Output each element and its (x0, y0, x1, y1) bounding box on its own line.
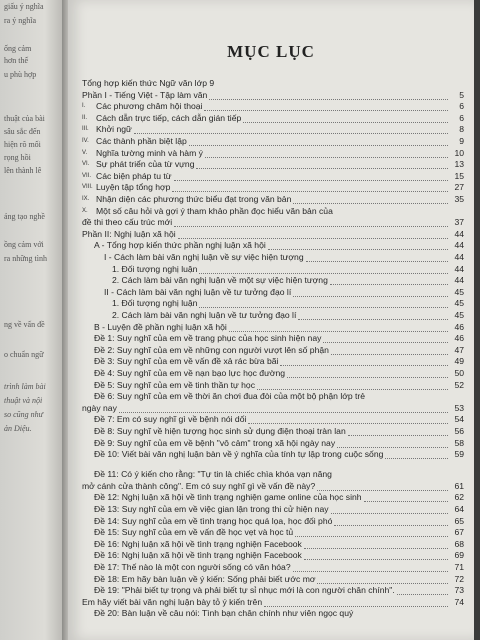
toc-entry-page: 71 (454, 562, 464, 572)
toc-entry-page: 69 (454, 550, 464, 561)
toc-entry[interactable] (82, 217, 464, 229)
toc-leader-dots (331, 513, 448, 514)
toc-leader-dots (199, 273, 448, 274)
toc-leader-dots (348, 435, 448, 436)
toc-entry-page: 44 (454, 275, 464, 286)
toc-entry-page: 44 (454, 240, 464, 251)
left-page-text: lên thành lê (4, 166, 42, 175)
toc-leader-dots (331, 354, 448, 355)
toc-entry-page: 45 (454, 310, 464, 320)
toc-leader-dots (385, 458, 448, 459)
left-page-text: ng về vấn đề (4, 320, 45, 329)
toc-entry[interactable] (82, 356, 464, 368)
left-page-text: so cũng như (4, 410, 44, 419)
toc-leader-dots (304, 548, 448, 549)
toc-leader-dots (317, 583, 448, 584)
toc-entry-page: 27 (454, 182, 464, 193)
toc-leader-dots (287, 377, 448, 378)
toc-entry-page: 64 (454, 504, 464, 514)
left-page-text: trình làm bài (4, 382, 46, 391)
left-page-text: thuật và nội (4, 396, 43, 405)
toc-entry-number: III. (82, 126, 89, 133)
left-page-text: hiện rõ mối (4, 140, 41, 149)
toc-entry[interactable] (82, 252, 464, 264)
toc-entry-page: 44 (454, 228, 464, 239)
left-page (0, 0, 64, 640)
toc-entry[interactable] (82, 426, 464, 438)
toc-entry-number: VII. (82, 172, 92, 179)
toc-entry-number: IV. (82, 138, 89, 144)
toc-page (68, 0, 474, 640)
toc-entry-title: Đề 14: Suy nghĩ của em về tình trạng học quá lọa, học đối phó (94, 515, 333, 526)
toc-entry-page: 8 (459, 124, 464, 135)
toc-entry-page: 50 (454, 368, 464, 378)
toc-entry-title: Khởi ngữ (96, 124, 132, 135)
toc-entry[interactable] (82, 516, 464, 528)
toc-entry-title: Đề 6: Suy nghĩ của em về thời ăn chơi đua đòi của một bộ phận lớp trẻ (94, 391, 366, 402)
toc-entry[interactable] (82, 275, 464, 287)
toc-leader-dots (317, 490, 448, 491)
toc-entry-title: Đề 19: "Phải biết tự trọng và phải biết tự sỉ nhục mới là con người chân chính". (94, 585, 395, 596)
toc-entry-title: Phần II: Nghị luận xã hội (82, 228, 176, 239)
toc-entry[interactable] (82, 438, 464, 450)
toc-entry-title: II - Cách làm bài văn nghị luận về tư tưởng đạo lí (104, 286, 292, 297)
toc-leader-dots (293, 296, 448, 297)
toc-entry-title: Phần I - Tiếng Việt - Tập làm văn (82, 89, 208, 100)
toc-entry-page: 62 (454, 492, 464, 503)
toc-leader-dots (204, 110, 448, 111)
toc-entry-page: 44 (454, 263, 464, 274)
toc-leader-dots (295, 536, 448, 537)
toc-entry[interactable] (82, 240, 464, 252)
toc-leader-dots (134, 133, 448, 134)
toc-entry-number: VI. (82, 161, 90, 168)
toc-entry-page: 67 (454, 527, 464, 538)
toc-leader-dots (268, 249, 448, 250)
toc-leader-dots (334, 525, 448, 526)
left-page-text: hơn thế (4, 56, 29, 65)
toc-entry-page: 44 (454, 252, 464, 262)
toc-entry-page: 5 (459, 89, 464, 100)
toc-entry[interactable] (82, 101, 464, 113)
toc-leader-dots (229, 331, 448, 332)
toc-entry-title: 1. Đối tượng nghị luận (112, 298, 198, 309)
toc-entry[interactable] (82, 182, 464, 194)
toc-entry-title: I - Cách làm bài văn nghị luận về sự việc hiện tượng (104, 252, 304, 262)
toc-leader-dots (174, 226, 448, 227)
toc-entry-title: Đề 7: Em có suy nghĩ gì về bệnh nói dối (94, 414, 247, 425)
toc-entry[interactable] (82, 380, 464, 392)
toc-entry-page: 74 (454, 596, 464, 607)
toc-entry-title: Đề 20: Bàn luận về câu nói: Tình bạn chân chính như viên ngọc quý (94, 608, 354, 619)
toc-leader-dots (397, 594, 448, 595)
toc-entry-page: 9 (459, 136, 464, 146)
toc-entry-page: 59 (454, 449, 464, 460)
toc-entry-title: Đề 5: Suy nghĩ của em về tinh thần tự học (94, 379, 256, 390)
toc-entry-number: I. (82, 103, 86, 110)
toc-leader-dots (189, 145, 448, 146)
toc-entry-title: Đề 1: Suy nghĩ của em về trang phục của học sinh hiện nay (94, 333, 322, 344)
toc-entry-title: Một số câu hỏi và gợi ý tham khảo phần đọc hiểu văn bản của (96, 205, 333, 216)
toc-entry[interactable] (82, 171, 464, 183)
toc-entry-page: 45 (454, 286, 464, 297)
toc-entry[interactable] (82, 492, 464, 504)
toc-entry-page: 56 (454, 426, 464, 436)
toc-entry[interactable] (82, 574, 464, 586)
toc-entry[interactable] (82, 449, 464, 461)
toc-entry-page: 73 (454, 585, 464, 596)
left-page-text: sâu sắc đến (4, 127, 41, 136)
toc-entry-title: Đề 4: Suy nghĩ của em về nạn bạo lực học đường (94, 368, 286, 378)
toc-entry[interactable] (82, 264, 464, 276)
toc-entry-page: 54 (454, 414, 464, 425)
toc-leader-dots (248, 423, 448, 424)
toc-entry-page: 6 (459, 112, 464, 123)
toc-entry-page: 6 (459, 101, 464, 112)
toc-entry-title: Cách dẫn trực tiếp, cách dẫn gián tiếp (96, 112, 242, 123)
left-page-text: rọng hồi (4, 153, 31, 162)
toc-entry-title: đề thi theo cấu trúc mới (82, 217, 173, 228)
toc-entry-title: mở cánh cửa thành công". Em có suy nghĩ gì về vấn đề này? (82, 480, 316, 491)
toc-entry[interactable] (82, 194, 464, 206)
toc-entry-page: 47 (454, 344, 464, 355)
page-title: MỤC LỤC (227, 42, 315, 61)
toc-leader-dots (199, 307, 448, 308)
toc-entry[interactable] (82, 345, 464, 357)
toc-entry[interactable] (82, 298, 464, 310)
toc-leader-dots (280, 365, 448, 366)
toc-entry-page: 72 (454, 573, 464, 584)
toc-entry[interactable] (82, 550, 464, 562)
toc-leader-dots (205, 157, 448, 158)
toc-entry[interactable] (82, 333, 464, 345)
toc-entry-number: IX. (82, 196, 90, 202)
toc-entry-title: Các phương châm hội thoại (96, 101, 203, 112)
toc-entry-page: 45 (454, 298, 464, 309)
toc-entry-title: Nhận diện các phương thức biểu đạt trong văn bản (96, 194, 292, 204)
toc-entry[interactable] (82, 585, 464, 597)
toc-entry[interactable] (82, 148, 464, 160)
toc-entry[interactable] (82, 504, 464, 516)
toc-leader-dots (330, 284, 448, 285)
toc-entry[interactable] (82, 597, 464, 609)
toc-entry-number: VIII. (82, 184, 93, 191)
toc-entry-page: 46 (454, 333, 464, 344)
toc-leader-dots (172, 191, 448, 192)
toc-entry[interactable] (82, 159, 464, 171)
toc-entry-title: B - Luyện đề phần nghị luận xã hội (94, 321, 227, 332)
toc-entry[interactable] (82, 229, 464, 241)
toc-entry-page: 53 (454, 402, 464, 413)
toc-entry-page: 35 (454, 194, 464, 204)
toc-entry[interactable] (82, 414, 464, 426)
toc-entry[interactable] (82, 124, 464, 136)
toc-entry-title: Đề 2: Suy nghĩ của em về những con người vượt lên số phận (94, 344, 329, 355)
toc-entry-title: Đề 11: Có ý kiến cho rằng: "Tự tin là chiếc chìa khóa vạn năng (94, 469, 332, 480)
toc-entry-number: V. (82, 149, 88, 156)
left-page-text: ồng cảm với (4, 240, 44, 249)
toc-entry-title: Em hãy viết bài văn nghị luận bày tỏ ý kiến trên (82, 596, 263, 607)
toc-entry[interactable] (82, 113, 464, 125)
toc-entry-title: Luyện tập tổng hợp (96, 182, 171, 193)
toc-entry[interactable] (82, 391, 464, 403)
toc-leader-dots (337, 447, 448, 448)
toc-entry-page: 65 (454, 515, 464, 526)
toc-entry-title: Sự phát triển của từ vựng (96, 159, 195, 170)
toc-entry-page: 15 (454, 170, 464, 181)
toc-entry-title: Đề 16: Nghị luận xã hội về tình trạng nghiện Facebook (94, 538, 302, 549)
toc-entry-title: Các thành phần biệt lập (96, 136, 187, 146)
toc-entry-title: Đề 12: Nghị luận xã hội về tình trạng nghiện game online của học sinh (94, 492, 362, 503)
toc-entry-title: A - Tổng hợp kiến thức phần nghị luận xã hội (94, 240, 266, 251)
toc-leader-dots (323, 342, 448, 343)
toc-entry-title: Đề 13: Suy nghĩ của em về việc gian lận trong thi cử hiện nay (94, 504, 329, 514)
toc-entry[interactable] (82, 539, 464, 551)
toc-entry-title: Đề 15: Suy nghĩ của em về vấn đề học vẹt và học tủ (94, 527, 294, 538)
toc-entry[interactable] (82, 403, 464, 415)
toc-entry-number: II. (82, 114, 88, 121)
toc-entry[interactable] (82, 322, 464, 334)
toc-entry-page: 52 (454, 379, 464, 390)
toc-entry-title: ngày nay (82, 402, 117, 413)
toc-entry-number: X. (82, 207, 88, 214)
toc-leader-dots (174, 180, 448, 181)
toc-entry-title: 2. Cách làm bài văn nghị luận về một sự việc hiện tượng (112, 275, 328, 286)
toc-entry-title: Đề 3: Suy nghĩ của em về vấn đề xả rác bừa bãi (94, 356, 279, 367)
toc-entry[interactable] (82, 469, 464, 481)
toc-entry-title: Các biện pháp tu từ (96, 170, 172, 181)
toc-entry-page: 37 (454, 217, 464, 228)
left-page-text: giấu ý nghĩa (4, 2, 44, 11)
left-page-text: o chuẩn ngữ (4, 350, 44, 359)
toc-entry[interactable] (82, 368, 464, 380)
left-page-text: ảng tạo nghề (4, 212, 45, 221)
toc-leader-dots (293, 571, 448, 572)
toc-entry[interactable] (82, 78, 464, 90)
toc-leader-dots (293, 203, 448, 204)
toc-entry[interactable] (82, 608, 464, 620)
toc-entry-page: 58 (454, 437, 464, 448)
toc-entry-page: 13 (454, 159, 464, 170)
toc-entry-page: 61 (454, 480, 464, 491)
toc-leader-dots (306, 261, 448, 262)
toc-entry[interactable] (82, 90, 464, 102)
left-page-text: ống cảm (4, 44, 32, 53)
toc-entry-title: Đề 16: Nghị luận xã hội về tình trạng nghiện Facebook (94, 550, 302, 561)
toc-entry-title: Đề 10: Viết bài văn nghị luận bàn về ý nghĩa của tính tự lập trong cuộc sống (94, 449, 384, 460)
toc-entry-title: Tổng hợp kiến thức Ngữ văn lớp 9 (82, 78, 215, 88)
toc-entry-page: 46 (454, 321, 464, 332)
toc-entry-title: Đề 18: Em hãy bàn luận về ý kiến: Sống phải biết ước mơ (94, 573, 316, 584)
toc-entry-page: 49 (454, 356, 464, 367)
toc-entry[interactable] (82, 206, 464, 218)
toc-entry[interactable] (82, 287, 464, 299)
toc-leader-dots (364, 501, 448, 502)
toc-leader-dots (178, 238, 448, 239)
toc-entry[interactable] (82, 310, 464, 322)
toc-entry[interactable] (82, 136, 464, 148)
toc-leader-dots (196, 168, 448, 169)
toc-entry-title: Đề 9: Suy nghĩ của em về bệnh "vô cảm" trong xã hội ngày nay (94, 437, 336, 448)
toc-entry-title: Đề 8: Suy nghĩ về hiện tượng học sinh sử dụng điện thoại tràn lan (94, 426, 346, 436)
toc-leader-dots (119, 412, 448, 413)
toc-entry[interactable] (82, 481, 464, 493)
left-page-text: thuật của bài (4, 114, 45, 123)
left-page-text: ản Diệu. (4, 424, 32, 433)
toc-leader-dots (304, 559, 448, 560)
toc-entry[interactable] (82, 562, 464, 574)
toc-entry-page: 68 (454, 538, 464, 549)
toc-entry-title: Đề 17: Thế nào là một con người sống có văn hóa? (94, 562, 291, 572)
toc-entry-title: Nghĩa tường minh và hàm ý (96, 147, 203, 158)
toc-leader-dots (257, 389, 448, 390)
toc-leader-dots (209, 99, 448, 100)
toc-entry-page: 10 (454, 147, 464, 158)
toc-entry[interactable] (82, 527, 464, 539)
toc-entry-title: 1. Đối tượng nghị luận (112, 263, 198, 274)
toc-entry-title: 2. Cách làm bài văn nghị luận về tư tưởng đạo lí (112, 310, 297, 320)
toc-leader-dots (264, 606, 448, 607)
toc-leader-dots (298, 319, 448, 320)
toc-leader-dots (243, 122, 448, 123)
left-page-text: ra những tình (4, 254, 47, 263)
left-page-text: u phù hợp (4, 70, 37, 79)
left-page-text: ra ý nghĩa (4, 16, 36, 25)
